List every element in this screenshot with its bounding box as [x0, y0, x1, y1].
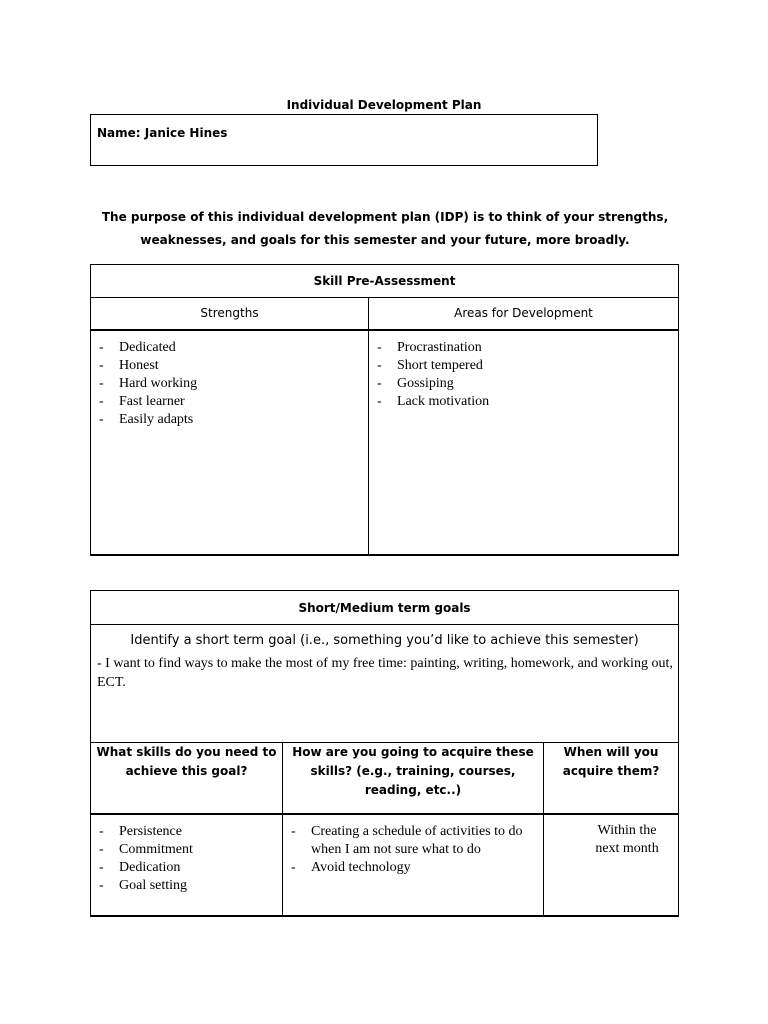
how-column-header: How are you going to acquire these skills? (e.g., training, courses, reading, etc..)	[283, 743, 544, 814]
document-title: Individual Development Plan	[286, 98, 482, 112]
list-item: - Goal setting	[91, 877, 282, 895]
development-cell	[369, 330, 679, 555]
list-item: - Honest	[91, 357, 368, 375]
goal-prompt: Identify a short term goal (i.e., something you’d like to achieve this semester)	[130, 633, 639, 648]
name-box	[90, 114, 598, 166]
skill-pre-assessment-table	[90, 264, 679, 556]
list-item: - Lack motivation	[369, 393, 678, 411]
list-item: - Fast learner	[91, 393, 368, 411]
when-value: Within the next month	[595, 822, 659, 856]
list-item: - Short tempered	[369, 357, 678, 375]
skills-cell	[91, 814, 283, 916]
list-item: - Avoid technology	[283, 859, 537, 877]
when-cell	[544, 814, 679, 916]
list-item: - Gossiping	[369, 375, 678, 393]
list-item: - Hard working	[91, 375, 368, 393]
strengths-cell	[91, 330, 369, 555]
list-item: - Creating a schedule of activities to do when I am not sure what to do	[283, 823, 537, 859]
goals-table	[90, 590, 679, 917]
strengths-header: Strengths	[91, 298, 369, 330]
goal-answer: - I want to find ways to make the most of my free time: painting, writing, homework, and working out, ECT.	[97, 656, 673, 690]
goal-cell	[91, 625, 679, 743]
pre-assessment-heading: Skill Pre-Assessment	[91, 265, 679, 298]
list-item: - Dedication	[91, 859, 282, 877]
list-item: - Persistence	[91, 823, 282, 841]
development-list	[369, 339, 678, 411]
skills-column-header: What skills do you need to achieve this goal?	[91, 743, 283, 814]
list-item: - Easily adapts	[91, 411, 368, 429]
list-item: - Commitment	[91, 841, 282, 859]
list-item: - Procrastination	[369, 339, 678, 357]
purpose-statement: The purpose of this individual development plan (IDP) is to think of your strengths, weaknesses, and goals for this semester and your future, more broadly.	[101, 210, 669, 247]
how-list	[283, 823, 543, 877]
how-cell	[283, 814, 544, 916]
development-header: Areas for Development	[369, 298, 679, 330]
goals-heading: Short/Medium term goals	[91, 591, 679, 625]
when-column-header: When will you acquire them?	[544, 743, 679, 814]
strengths-list	[91, 339, 368, 429]
list-item: - Dedicated	[91, 339, 368, 357]
name-label: Name: Janice Hines	[97, 126, 228, 140]
skills-list	[91, 823, 282, 895]
